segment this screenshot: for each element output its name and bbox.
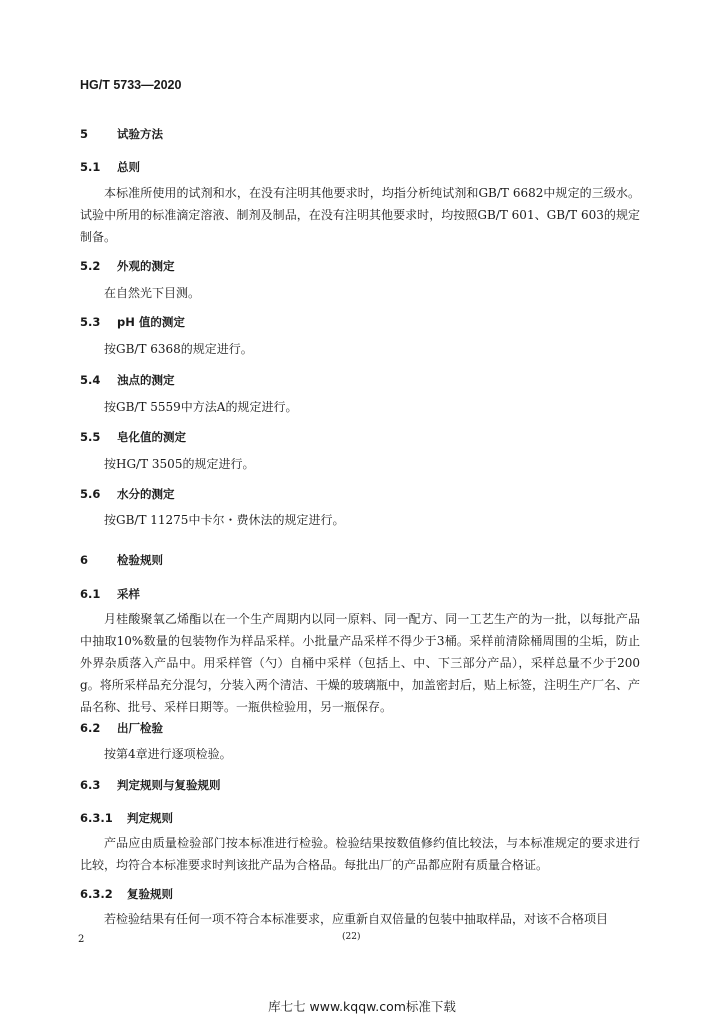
section-6-2-heading xyxy=(80,720,163,736)
section-6-heading xyxy=(80,552,163,568)
section-5-1-text: 本标准所使用的试剂和水，在没有注明其他要求时，均指分析纯试剂和GB/T 6682中规定的三级水。试验中所用的标准滴定溶液、制剂及制品，在没有注明其他要求时，均按照GB/T 601、GB/T 603的规定制备。 xyxy=(80,186,640,244)
section-number: 5.6 xyxy=(80,487,101,501)
section-title: 采样 xyxy=(117,587,140,601)
section-title: pH 值的测定 xyxy=(117,315,185,329)
section-5-1-heading xyxy=(80,159,140,175)
section-number: 6.3.2 xyxy=(80,887,113,901)
section-title: 复验规则 xyxy=(127,887,173,901)
section-number: 5.3 xyxy=(80,315,101,329)
page-reference: (22) xyxy=(342,932,361,942)
section-6-3-1-heading xyxy=(80,810,173,826)
section-title: 水分的测定 xyxy=(117,487,175,501)
section-number: 5 xyxy=(80,127,89,141)
section-number: 6.3 xyxy=(80,778,101,792)
section-title: 判定规则与复验规则 xyxy=(117,778,221,792)
section-5-4-heading xyxy=(80,372,175,388)
section-number: 5.1 xyxy=(80,160,101,174)
footer-watermark: 库七七 www.kqqw.com标准下载 xyxy=(268,999,456,1014)
section-5-4-text: 按GB/T 5559中方法A的规定进行。 xyxy=(104,400,298,414)
section-6-3-heading xyxy=(80,777,221,793)
section-6-3-2-text: 若检验结果有任何一项不符合本标准要求，应重新自双倍量的包装中抽取样品，对该不合格项目 xyxy=(104,912,609,926)
section-title: 总则 xyxy=(117,160,140,174)
section-5-5-heading xyxy=(80,429,186,445)
section-5-2-text: 在自然光下目测。 xyxy=(104,286,201,300)
section-6-3-1-text: 产品应由质量检验部门按本标准进行检验。检验结果按数值修约值比较法，与本标准规定的要求进行比较，均符合本标准要求时判该批产品为合格品。每批出厂的产品都应附有质量合格证。 xyxy=(80,836,640,872)
section-title: 皂化值的测定 xyxy=(117,430,186,444)
section-6-2-text: 按第4章进行逐项检验。 xyxy=(104,747,232,761)
section-title: 检验规则 xyxy=(117,553,163,567)
section-number: 5.2 xyxy=(80,259,101,273)
section-number: 5.5 xyxy=(80,430,101,444)
section-title: 试验方法 xyxy=(117,127,163,141)
section-number: 6.1 xyxy=(80,587,101,601)
section-number: 6.3.1 xyxy=(80,811,113,825)
section-5-6-heading xyxy=(80,486,175,502)
section-6-1-text: 月桂酸聚氧乙烯酯以在一个生产周期内以同一原料、同一配方、同一工艺生产的为一批，以每批产品中抽取10%数量的包装物作为样品采样。小批量产品采样不得少于3桶。采样前清除桶周围的尘垢，防止外界杂质落入产品中。用采样管（勺）自桶中采样（包括上、中、下三部分产品），采样总量不少于200 g。将所采样品充分混匀，分装入两个清洁、干燥的玻璃瓶中，加盖密封后，贴上标签，注明生产厂名、产品名称、批号、采样日期等。一瓶供检验用，另一瓶保存。 xyxy=(80,612,640,714)
section-5-6-text: 按GB/T 11275中卡尔・费休法的规定进行。 xyxy=(104,513,345,527)
section-title: 浊点的测定 xyxy=(117,373,175,387)
section-number: 6 xyxy=(80,553,89,567)
section-5-5-text: 按HG/T 3505的规定进行。 xyxy=(104,457,255,471)
section-number: 6.2 xyxy=(80,721,101,735)
section-5-heading xyxy=(80,126,163,142)
section-title: 外观的测定 xyxy=(117,259,175,273)
section-5-3-text: 按GB/T 6368的规定进行。 xyxy=(104,342,253,356)
section-6-1-heading xyxy=(80,586,140,602)
section-number: 5.4 xyxy=(80,373,101,387)
section-5-2-heading xyxy=(80,258,175,274)
document-code: HG/T 5733—2020 xyxy=(80,78,182,92)
page-number: 2 xyxy=(78,934,85,945)
section-5-3-heading xyxy=(80,314,185,330)
section-6-3-2-heading xyxy=(80,886,173,902)
section-title: 出厂检验 xyxy=(117,721,163,735)
section-title: 判定规则 xyxy=(127,811,173,825)
